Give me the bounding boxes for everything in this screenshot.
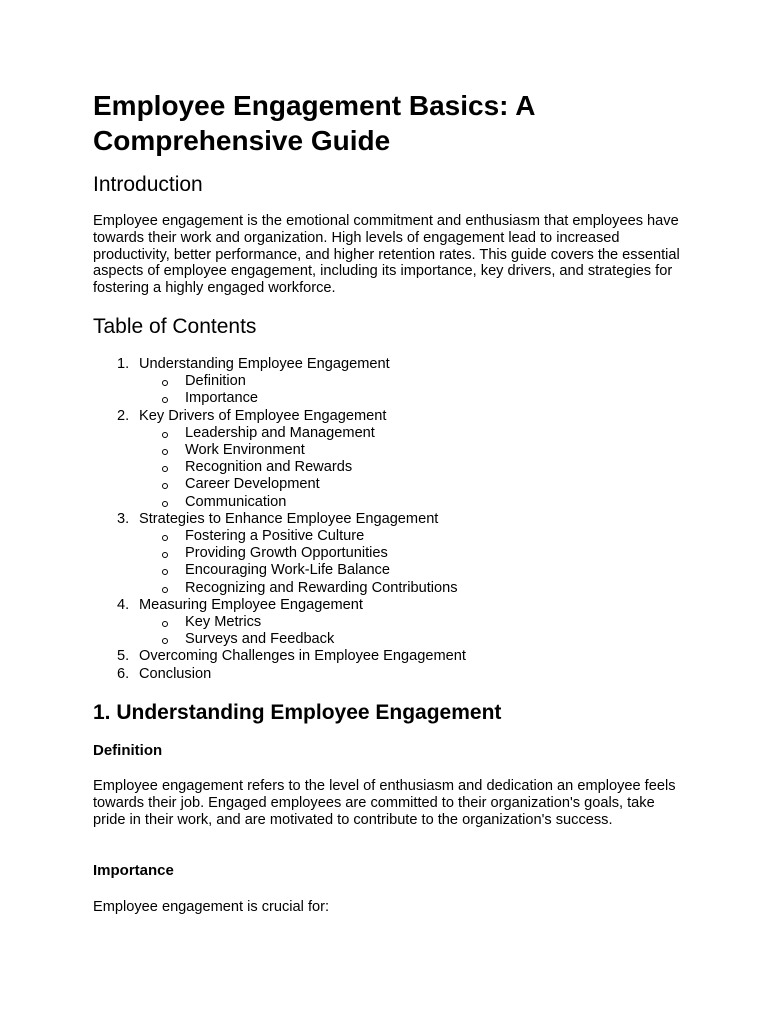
importance-paragraph: Employee engagement is crucial for: [93,899,330,915]
importance-heading: Importance [93,862,174,879]
toc-item [93,408,466,511]
toc-subitem: Encouraging Work-Life Balance [139,562,466,579]
section-1-heading: 1. Understanding Employee Engagement [93,701,502,724]
toc-item-label: Conclusion [139,665,212,682]
toc-sublist [139,373,466,407]
toc-item [93,648,466,665]
introduction-heading: Introduction [93,173,203,196]
toc-subitem: Recognition and Rewards [139,459,466,476]
toc-item [93,356,466,408]
toc-item [93,666,466,683]
toc-subitem: Key Metrics [139,614,466,631]
toc-subitem: Communication [139,494,466,511]
toc-item-number: 6. [117,665,130,682]
toc-subitem: Fostering a Positive Culture [139,528,466,545]
toc-subitem: Career Development [139,476,466,493]
toc-item-number: 4. [117,596,130,613]
toc-item-label: Overcoming Challenges in Employee Engagement [139,648,466,665]
toc-item-label: Understanding Employee Engagement [139,356,390,372]
toc-subitem: Providing Growth Opportunities [139,545,466,562]
toc-sublist [139,528,466,597]
toc-item [93,597,466,649]
toc-subitem: Surveys and Feedback [139,631,466,648]
toc-heading: Table of Contents [93,315,257,338]
document-title: Employee Engagement Basics: A Comprehensive Guide [93,90,535,156]
toc-sublist [139,614,466,648]
toc-subitem: Recognizing and Rewarding Contributions [139,580,466,597]
toc-item-number: 3. [117,510,130,527]
toc-item-number: 1. [117,356,130,372]
toc-subitem: Work Environment [139,442,466,459]
toc-item-label: Key Drivers of Employee Engagement [139,407,387,424]
toc-subitem: Leadership and Management [139,425,466,442]
toc-subitem: Definition [139,373,466,390]
toc-subitem: Importance [139,390,466,407]
introduction-paragraph: Employee engagement is the emotional commitment and enthusiasm that employees have towards their work and organization. High levels of engagement lead to increased productivity, better performance, and higher retention rates. This guide covers the essential aspects of employee engagement, including its importance, key drivers, and strategies for fostering a highly engaged workforce. [93,213,680,297]
definition-heading: Definition [93,742,163,759]
toc-item-label: Measuring Employee Engagement [139,596,363,613]
table-of-contents [93,356,466,683]
toc-item-label: Strategies to Enhance Employee Engagement [139,510,439,527]
toc-sublist [139,425,466,511]
toc-item [93,511,466,597]
definition-paragraph: Employee engagement refers to the level of enthusiasm and dedication an employee feels towards their job. Engaged employees are committed to their organization's goals, take pride in their work, and are motivated to contribute to the organization's success. [93,778,676,828]
toc-item-number: 2. [117,407,130,424]
toc-item-number: 5. [117,648,130,665]
